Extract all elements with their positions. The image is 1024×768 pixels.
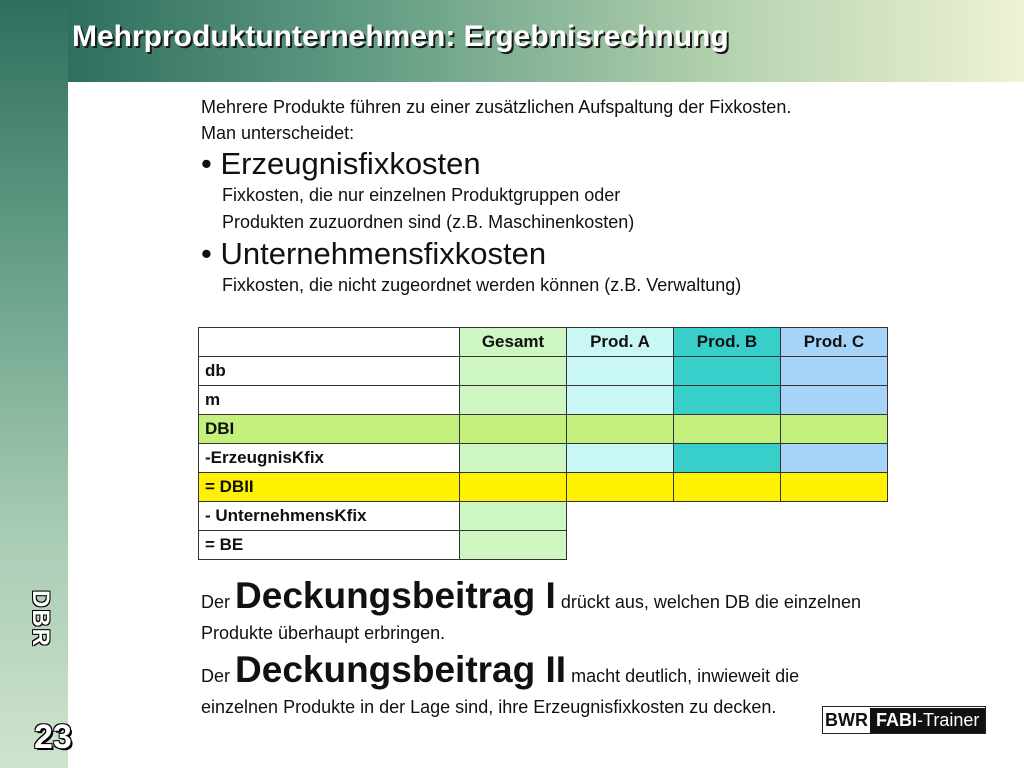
db1-line-2: Produkte überhaupt erbringen. (201, 623, 446, 643)
cell (674, 415, 781, 444)
cell (460, 473, 567, 502)
table-row (199, 502, 888, 531)
table-row (199, 444, 888, 473)
table-row (199, 386, 888, 415)
dbr-logo: DBR (27, 590, 54, 648)
brand-fabi-trainer (870, 708, 985, 733)
cell (460, 357, 567, 386)
bullet-unternehmensfixkosten: • Unternehmensfixkosten (201, 236, 547, 271)
table-row (199, 357, 888, 386)
header-prod-c: Prod. C (781, 328, 888, 357)
row-label-unternehmenskfix: - UnternehmensKfix (199, 502, 460, 531)
bullet-erzeugnisfixkosten: • Erzeugnisfixkosten (201, 146, 481, 181)
cell (567, 444, 674, 473)
cell (674, 357, 781, 386)
cell (567, 473, 674, 502)
header-gesamt: Gesamt (460, 328, 567, 357)
cell (460, 531, 567, 560)
cell (781, 357, 888, 386)
db2-line-2: einzelnen Produkte in der Lage sind, ihre Erzeugnisfixkosten zu decken. (201, 697, 777, 717)
bullet-2-desc-1: Fixkosten, die nicht zugeordnet werden können (z.B. Verwaltung) (222, 275, 742, 295)
intro-line-2: Man unterscheidet: (201, 123, 355, 143)
intro-text (201, 94, 991, 299)
cell (674, 444, 781, 473)
row-label-dbi: DBI (199, 415, 460, 444)
row-label-be: = BE (199, 531, 460, 560)
bullet-1-desc-1: Fixkosten, die nur einzelnen Produktgruppen oder (222, 185, 621, 205)
cell (781, 415, 888, 444)
explanation-text (201, 574, 1001, 722)
empty-cell (674, 502, 781, 531)
cell (460, 386, 567, 415)
left-decor-bar (0, 0, 68, 768)
empty-cell (781, 502, 888, 531)
db1-line (201, 574, 1001, 618)
db2-term: Deckungsbeitrag II (235, 649, 567, 690)
cell (460, 502, 567, 531)
cell (460, 415, 567, 444)
row-label-db: db (199, 357, 460, 386)
cell (567, 357, 674, 386)
db2-prefix: Der (201, 666, 231, 686)
brand-bwr: BWR (825, 709, 868, 730)
cell (781, 473, 888, 502)
row-label-dbii: = DBII (199, 473, 460, 502)
cell (567, 415, 674, 444)
cell (674, 386, 781, 415)
cell (460, 444, 567, 473)
db1-rest: drückt aus, welchen DB die einzelnen (560, 592, 861, 612)
brand-fabi: FABI (876, 709, 918, 730)
db1-prefix: Der (201, 592, 231, 612)
table-row (199, 415, 888, 444)
row-label-m: m (199, 386, 460, 415)
empty-cell (674, 531, 781, 560)
row-label-erzeugniskfix: -ErzeugnisKfix (199, 444, 460, 473)
table-row (199, 531, 888, 560)
bullet-1-desc-2: Produkten zuzuordnen sind (z.B. Maschinenkosten) (222, 212, 635, 232)
header-prod-a: Prod. A (567, 328, 674, 357)
db2-rest: macht deutlich, inwieweit die (571, 666, 800, 686)
brand-trainer: -Trainer (917, 709, 980, 730)
brand-logo (822, 706, 986, 734)
cell (781, 386, 888, 415)
table-row (199, 473, 888, 502)
cell (674, 473, 781, 502)
header-empty (199, 328, 460, 357)
db1-term: Deckungsbeitrag I (235, 575, 556, 616)
cell (781, 444, 888, 473)
header-prod-b: Prod. B (674, 328, 781, 357)
page-number: 23 (34, 718, 72, 756)
empty-cell (567, 502, 674, 531)
table-header-row (199, 328, 888, 357)
empty-cell (567, 531, 674, 560)
result-table (198, 327, 888, 560)
cell (567, 386, 674, 415)
page-title: Mehrproduktunternehmen: Ergebnisrechnung (72, 20, 729, 53)
intro-line-1: Mehrere Produkte führen zu einer zusätzlichen Aufspaltung der Fixkosten. (201, 97, 792, 117)
db2-line (201, 648, 1001, 692)
empty-cell (781, 531, 888, 560)
